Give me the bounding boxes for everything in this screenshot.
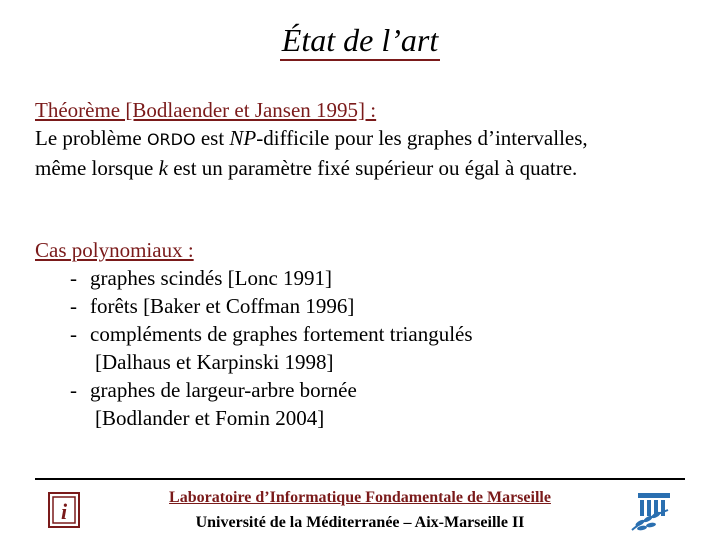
list-item — [35, 264, 705, 292]
slide-title — [0, 22, 720, 59]
np-term: NP — [229, 126, 257, 150]
lab-name: Laboratoire d’Informatique Fondamentale de Marseille — [169, 489, 551, 506]
parameter-k: k — [158, 156, 168, 180]
problem-name-ordo: ORDO — [146, 130, 196, 149]
list-item — [35, 376, 705, 404]
theorem-text-1b: est — [195, 126, 230, 150]
theorem-line-1 — [35, 124, 705, 154]
slide-title-text: État de l’art — [280, 22, 440, 61]
list-item-continuation: [Dalhaus et Karpinski 1998] — [95, 350, 334, 374]
theorem-text-2b: est un paramètre fixé supérieur ou égal à quatre. — [167, 156, 578, 180]
list-item — [35, 292, 705, 320]
list-item — [35, 320, 705, 348]
footer-divider — [35, 478, 685, 480]
theorem-text-2a: même lorsque — [35, 156, 159, 180]
university-logo-icon — [628, 490, 680, 539]
list-item-text: compléments de graphes fortement triangulés — [90, 322, 473, 346]
logo-letter: i — [60, 499, 68, 524]
theorem-line-2 — [35, 154, 705, 182]
list-dash: - — [70, 294, 77, 318]
list-dash: - — [70, 266, 77, 290]
list-item-continuation: [Bodlander et Fomin 2004] — [95, 406, 325, 430]
theorem-heading: Théorème [Bodlaender et Jansen 1995] : — [35, 98, 377, 122]
cases-heading: Cas polynomiaux : — [35, 238, 194, 262]
list-item-text: graphes de largeur-arbre bornée — [90, 378, 357, 402]
list-dash: - — [70, 378, 77, 402]
theorem-block — [35, 96, 705, 182]
theorem-text-1c: -difficile pour les graphes d’intervalles, — [256, 126, 588, 150]
list-item-text: forêts [Baker et Coffman 1996] — [90, 294, 355, 318]
theorem-text-1a: Le problème — [35, 126, 147, 150]
polynomial-cases-block — [35, 236, 705, 432]
list-item-text: graphes scindés [Lonc 1991] — [90, 266, 333, 290]
university-name: Université de la Méditerranée – Aix-Marseille II — [195, 514, 525, 531]
list-dash: - — [70, 322, 77, 346]
